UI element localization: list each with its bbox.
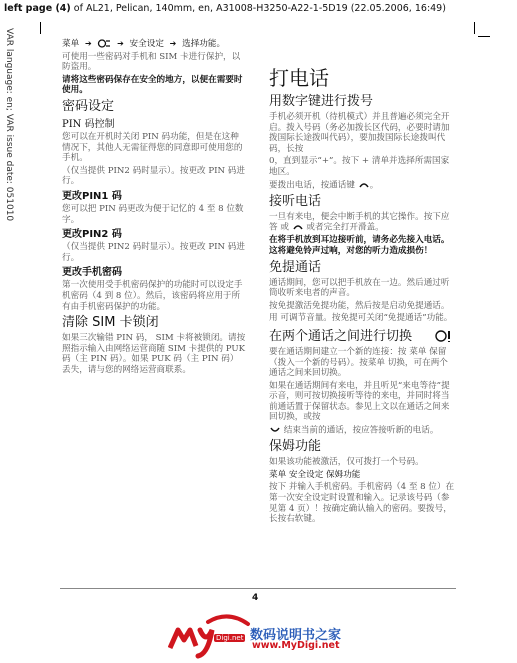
left-column (62, 38, 246, 377)
print-header (4, 3, 446, 14)
watermark-title: 数码说明书之家 (250, 628, 342, 643)
phone-code-text: 第一次使用受手机密码保护的功能时可以设定手机密码（4 到 8 位）。然后，该密码将应用于所有由手机密码保护的功能。 (62, 280, 243, 312)
arrow-right-icon: ➔ (169, 39, 177, 48)
menu-select: 选择功能。 (182, 39, 226, 49)
sidebar-version (2, 30, 16, 230)
crop-mark-left (40, 22, 41, 34)
pin-text-2: （仅当提供 PIN2 码时显示）。按更改 PIN 码进行。 (62, 165, 245, 187)
intro-text: 可使用一些密码对手机和 SIM 卡进行保护，以防盗用。 (62, 51, 241, 73)
logo-text: Digi.net (216, 634, 244, 642)
right-column (269, 62, 455, 527)
unlock-text: 如果三次输错 PIN 码， SIM 卡将被锁闭。请按照指示输入由网络运营商随 SIM 卡提供的 PUK 码（主 PIN 码）。如果 PUK 码（主 PIN 码）丢失，请与您的网络运营商联系。 (62, 333, 246, 375)
heading-handsfree: 免提通话 (269, 259, 322, 275)
dial-text-2: 要拨出电话，按通话键 。 (269, 180, 379, 191)
arrow-right-icon: ➔ (117, 39, 124, 48)
arrow-right-icon: ➔ (84, 39, 92, 48)
pin1-text: 您可以把 PIN 码更改为便于记忆的 4 至 8 位数字。 (62, 203, 244, 225)
handsfree-text-3: 用 可调节音量。按免提可关闭“免提通话”功能。 (269, 313, 453, 324)
answer-text-b: 或者完全打开滑盖。 (306, 222, 384, 233)
menu-label: 菜单 (62, 39, 80, 49)
page-number: 4 (252, 593, 259, 603)
pin2-text: （仅当提供 PIN2 码时显示）。按更改 PIN 码进行。 (62, 242, 245, 263)
menu-path (62, 38, 246, 50)
heading-babysitter: 保姆功能 (269, 439, 322, 455)
heading-answer: 接听电话 (269, 193, 322, 209)
heading-pin-control: PIN 码控制 (62, 118, 115, 130)
dial-text (269, 112, 455, 154)
dial-text-a: 手机必须开机（待机模式）并且普遍必须完全开启。拨入号码（务必加拨长区代码，必要时请加拨国际长途拨叫代码），要加拨国际长途拨叫代码，长按 (269, 112, 450, 154)
crop-mark-right-h (478, 36, 490, 37)
network-service-icon (433, 329, 455, 343)
crop-mark-right (474, 22, 475, 34)
baby-menu-path: 菜单 安全设定 保姆功能 (269, 469, 361, 480)
answer-warning: 在将手机放到耳边接听前，请务必先接入电话。这将避免铃声过响，对您的听力造成损伤！ (269, 235, 450, 256)
handsfree-text: 通话期间，您可以把手机放在一边。然后通过听筒收听来电者的声音。 (269, 277, 450, 299)
menu-security: 安全设定 (129, 39, 164, 49)
heading-codes: 密码设定 (62, 98, 115, 114)
end-call-icon (269, 425, 281, 435)
answer-text (269, 212, 455, 234)
pin-text: 您可以在开机时关闭 PIN 码功能，但是在这种情况下，其他人无需征得您的同意即可使用您的手机。 (62, 131, 243, 164)
call-key-icon (292, 222, 304, 232)
switch-text-3a: 结束当前的通话，按应答接听新的电话。 (283, 425, 439, 436)
heading-change-pin2: 更改PIN2 码 (62, 229, 122, 241)
heading-switch: 在两个通话之间进行切换 (269, 328, 413, 344)
baby-text-2: 按下 并输入手机密码。手机密码（4 至 8 位）在第一次安全设定时设置和输入。记录该号码（参见第 4 页）！按确定确认输入的密码。要拨号，长按右软键。 (269, 482, 455, 525)
dial-text-b: 0，直到显示“+”。按下 + 清单并选择所需国家地区。 (269, 156, 450, 177)
heading-calling: 打电话 (269, 66, 329, 90)
switch-heading-row (269, 326, 455, 347)
heading-change-pin1: 更改PIN1 码 (62, 190, 122, 202)
footer-rule (60, 588, 456, 589)
settings-icon (97, 38, 111, 49)
switch-text: 要在通话期间建立一个新的连接：按 菜单 保留 （拨入一个新的号码）。按菜单 切换，可在两个通话之间来回切换。 (269, 346, 448, 379)
switch-text-2: 如果在通话期间有来电，并且听见“来电等待”提示音，则可按切换接听等待的来电，并同时将当前通话置于保留状态。参见上文以在通话之间来回切换，或按 (269, 380, 450, 423)
answer-text-a: 一旦有来电，便会中断手机的其它操作。按下应答 或 (269, 211, 450, 233)
handsfree-text-2: 按免提激活免提功能，然后按是启动免提通话。 (269, 300, 450, 311)
header-page-label: left page (4) (4, 3, 71, 14)
dial-text-2a: 要拨出电话，按通话键 (269, 180, 355, 191)
sidebar-version-text: VAR language: en; VAR issue date: 051010 (4, 28, 14, 222)
call-key-icon (358, 180, 370, 190)
heading-unlock-sim: 清除 SIM 卡锁闭 (62, 315, 159, 331)
header-details: of AL21, Pelican, 140mm, en, A31008-H3250-A22-1-5D19 (22.05.2006, 16:49) (70, 3, 446, 14)
heading-phone-code: 更改手机密码 (62, 267, 122, 279)
switch-text-3 (269, 425, 455, 436)
watermark-url: www.MyDigi.net (252, 640, 340, 651)
heading-dial: 用数字键进行拨号 (269, 94, 374, 109)
warning-text: 请将这些密码保存在安全的地方，以便在需要时使用。 (62, 74, 243, 96)
baby-text: 如果该功能被激活，仅可拨打一个号码。 (269, 457, 424, 468)
